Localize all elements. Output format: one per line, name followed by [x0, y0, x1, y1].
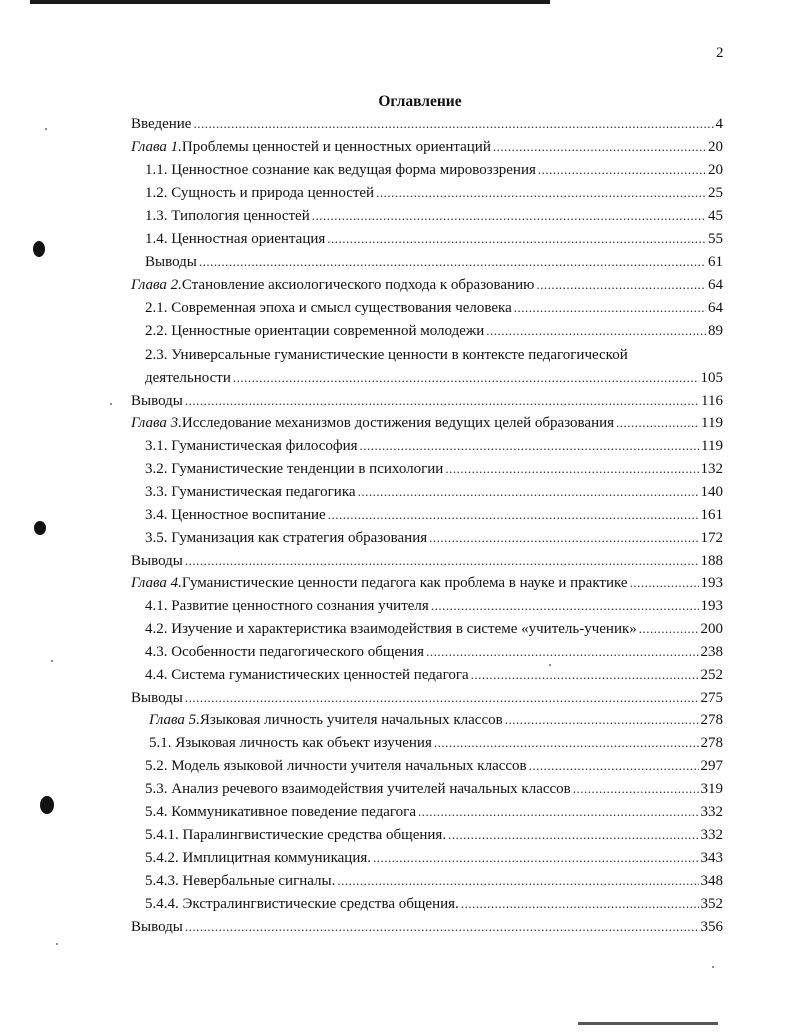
scan-speck [549, 664, 551, 666]
hole-punch-mark [33, 241, 45, 257]
toc-entry-conclusions-1[interactable]: Выводы ..... 61 [145, 251, 723, 273]
toc-entry-1-1[interactable]: 1.1. Ценностное сознание как ведущая форма мировоззрения ..... 20 [145, 159, 723, 181]
toc-entry-3-1[interactable]: 3.1. Гуманистическая философия ..... 119 [145, 435, 723, 457]
toc-entry-5-4-4[interactable]: 5.4.4. Экстралингвистические средства общения. ..... 352 [145, 893, 723, 915]
scan-speck [45, 128, 47, 130]
hole-punch-mark [40, 796, 54, 814]
toc-entry-5-1[interactable]: 5.1. Языковая личность как объект изучения ..... 278 [149, 732, 723, 754]
toc-entry-3-5[interactable]: 3.5. Гуманизация как стратегия образования ..... 172 [145, 527, 723, 549]
toc-entry-introduction[interactable]: Введение ..... 4 [131, 113, 723, 135]
toc-entry-4-1[interactable]: 4.1. Развитие ценностного сознания учителя ..... 193 [145, 595, 723, 617]
toc-entry-3-3[interactable]: 3.3. Гуманистическая педагогика ..... 140 [145, 481, 723, 503]
toc-entry-5-4-3[interactable]: 5.4.3. Невербальные сигналы. ..... 348 [145, 870, 723, 892]
toc-entry-5-4[interactable]: 5.4. Коммуникативное поведение педагога ..... 332 [145, 801, 723, 823]
scan-bottom-rule [578, 1022, 718, 1025]
scan-top-rule [30, 0, 550, 4]
toc-entry-conclusions-2[interactable]: Выводы ..... 116 [131, 390, 723, 412]
toc-entry-chapter-3[interactable]: Глава 3. Исследование механизмов достижения ведущих целей образования ..... 119 [131, 412, 723, 434]
toc-entry-5-4-1[interactable]: 5.4.1. Паралингвистические средства общения. ..... 332 [145, 824, 723, 846]
scan-speck [51, 660, 53, 662]
toc-entry-conclusions-3[interactable]: Выводы ..... 188 [131, 550, 723, 572]
toc-entry-2-3[interactable]: 2.3. Универсальные гуманистические ценности в контексте педагогической [145, 347, 628, 363]
toc-entry-chapter-2[interactable]: Глава 2. Становление аксиологического подхода к образованию ..... 64 [131, 274, 723, 296]
toc-entry-chapter-4[interactable]: Глава 4. Гуманистические ценности педагога как проблема в науке и практике ..... 193 [131, 572, 723, 594]
page-number: 2 [716, 45, 724, 61]
scan-speck [712, 966, 714, 968]
toc-entry-chapter-5[interactable]: Глава 5. Языковая личность учителя начальных классов ..... 278 [149, 709, 723, 731]
toc-entry-5-4-2[interactable]: 5.4.2. Имплицитная коммуникация. ..... 343 [145, 847, 723, 869]
toc-entry-1-4[interactable]: 1.4. Ценностная ориентация ..... 55 [145, 228, 723, 250]
toc-entry-3-2[interactable]: 3.2. Гуманистические тенденции в психологии ..... 132 [145, 458, 723, 480]
toc-entry-chapter-1[interactable]: Глава 1. Проблемы ценностей и ценностных ориентаций ..... 20 [131, 136, 723, 158]
toc-entry-5-3[interactable]: 5.3. Анализ речевого взаимодействия учителей начальных классов ..... 319 [145, 778, 723, 800]
toc-entry-4-2[interactable]: 4.2. Изучение и характеристика взаимодействия в системе «учитель-ученик» ..... 200 [145, 618, 723, 640]
toc-title: Оглавление [378, 93, 462, 110]
toc-entry-2-3-continued[interactable]: деятельности ..... 105 [145, 367, 723, 389]
toc-entry-4-3[interactable]: 4.3. Особенности педагогического общения ..... 238 [145, 641, 723, 663]
toc-entry-2-1[interactable]: 2.1. Современная эпоха и смысл существования человека ..... 64 [145, 297, 723, 319]
toc-entry-1-3[interactable]: 1.3. Типология ценностей ..... 45 [145, 205, 723, 227]
hole-punch-mark [34, 521, 46, 535]
toc-entry-3-4[interactable]: 3.4. Ценностное воспитание ..... 161 [145, 504, 723, 526]
toc-entry-4-4[interactable]: 4.4. Система гуманистических ценностей педагога ..... 252 [145, 664, 723, 686]
toc-entry-conclusions-5[interactable]: Выводы ..... 356 [131, 916, 723, 938]
scan-speck [110, 403, 112, 405]
toc-entry-2-2[interactable]: 2.2. Ценностные ориентации современной молодежи ..... 89 [145, 320, 723, 342]
toc-entry-conclusions-4[interactable]: Выводы ..... 275 [131, 687, 723, 709]
toc-entry-1-2[interactable]: 1.2. Сущность и природа ценностей ..... 25 [145, 182, 723, 204]
toc-entry-5-2[interactable]: 5.2. Модель языковой личности учителя начальных классов ..... 297 [145, 755, 723, 777]
scan-speck [56, 943, 58, 945]
